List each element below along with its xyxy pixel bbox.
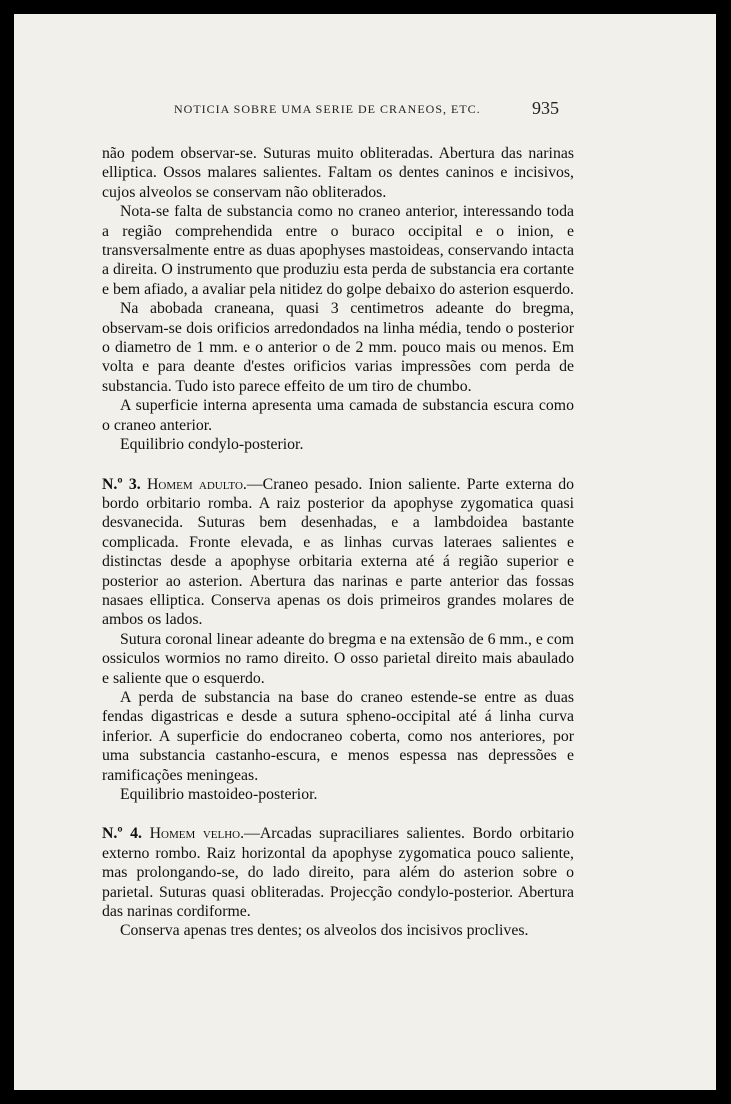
entry-number: N.º 4. xyxy=(102,825,143,843)
running-title: NOTICIA SOBRE UMA SERIE DE CRANEOS, ETC. xyxy=(174,102,481,116)
paragraph xyxy=(102,824,574,921)
paragraph: A perda de substancia na base do craneo estende-se entre as duas fendas digastricas e desde a sutura spheno-occipital até á linha curva inferior. A superficie do endocraneo coberta, como nos anteriores, por uma substancia castanho-escura, e menos espessa nas depressões e ramificações meningeas. xyxy=(102,688,574,784)
entry-text: —Arcadas supraciliares salientes. Bordo orbitario externo rombo. Raiz horizontal da apophyse zygomatica pouco saliente, mas prolongando-se, do lado direito, para além do asterion sobre o parietal. Suturas quasi obliteradas. Projecção condylo-posterior. Abertura das narinas cordiforme. xyxy=(102,825,574,921)
entry-heading: Homem adulto. xyxy=(146,475,247,493)
page-number: 935 xyxy=(532,98,559,118)
entry-skull-4 xyxy=(102,824,574,940)
entry-skull-3 xyxy=(102,475,574,805)
body-text xyxy=(102,144,574,941)
paragraph: A superficie interna apresenta uma camada de substancia escura como o craneo anterior. xyxy=(102,397,574,434)
book-page xyxy=(14,14,716,1090)
paragraph: Na abobada craneana, quasi 3 centimetros adeante do bregma, observam-se dois orificios arredondados na linha média, tendo o posterior o diametro de 1 mm. e o anterior o de 2 mm. pouco mais ou menos. Em volta e para deante d'estes orificios varias impressões com perda de substancia. Tudo isto parece effeito de um tiro de chumbo. xyxy=(102,300,574,395)
paragraph: Sutura coronal linear adeante do bregma e na extensão de 6 mm., e com ossiculos wormios no ramo direito. O osso parietal direito mais abaulado e saliente que o esquerdo. xyxy=(102,630,574,687)
paragraph: não podem observar-se. Suturas muito obliteradas. Abertura das narinas elliptica. Ossos malares salientes. Faltam os dentes caninos e incisivos, cujos alveolos se conservam não obliterados. xyxy=(102,145,574,201)
entry-number: N.º 3. xyxy=(102,475,141,493)
entry-heading: Homem velho. xyxy=(149,825,245,843)
paragraph: Equilibrio mastoideo-posterior. xyxy=(120,786,318,803)
page-header xyxy=(14,98,716,122)
paragraph: Equilibrio condylo-posterior. xyxy=(120,436,304,454)
entry-text: —Craneo pesado. Inion saliente. Parte externa do bordo orbitario romba. A raiz posterior da apophyse zygomatica quasi desvanecida. Suturas bem desenhadas, e a lambdoidea bastante complicada. Fronte elevada, e as linhas curvas lateraes salientes e distinctas desde a apophyse orbitaria externa até á região superior e posterior ao asterion. Abertura das narinas e parte anterior das fossas nasaes elliptica. Conserva apenas os dois primeiros grandes molares de ambos os lados. xyxy=(102,475,575,629)
paragraph: Conserva apenas tres dentes; os alveolos dos incisivos proclives. xyxy=(120,922,529,940)
paragraph: Nota-se falta de substancia como no craneo anterior, interessando toda a região comprehendida entre o buraco occipital e o inion, e transversalmente entre as duas apophyses mastoideas, conservando intacta a direita. O instrumento que produziu esta perda de substancia era cortante e bem afiado, a avaliar pela nitidez do golpe debaixo do asterion esquerdo. xyxy=(102,203,574,298)
paragraph xyxy=(102,475,574,630)
